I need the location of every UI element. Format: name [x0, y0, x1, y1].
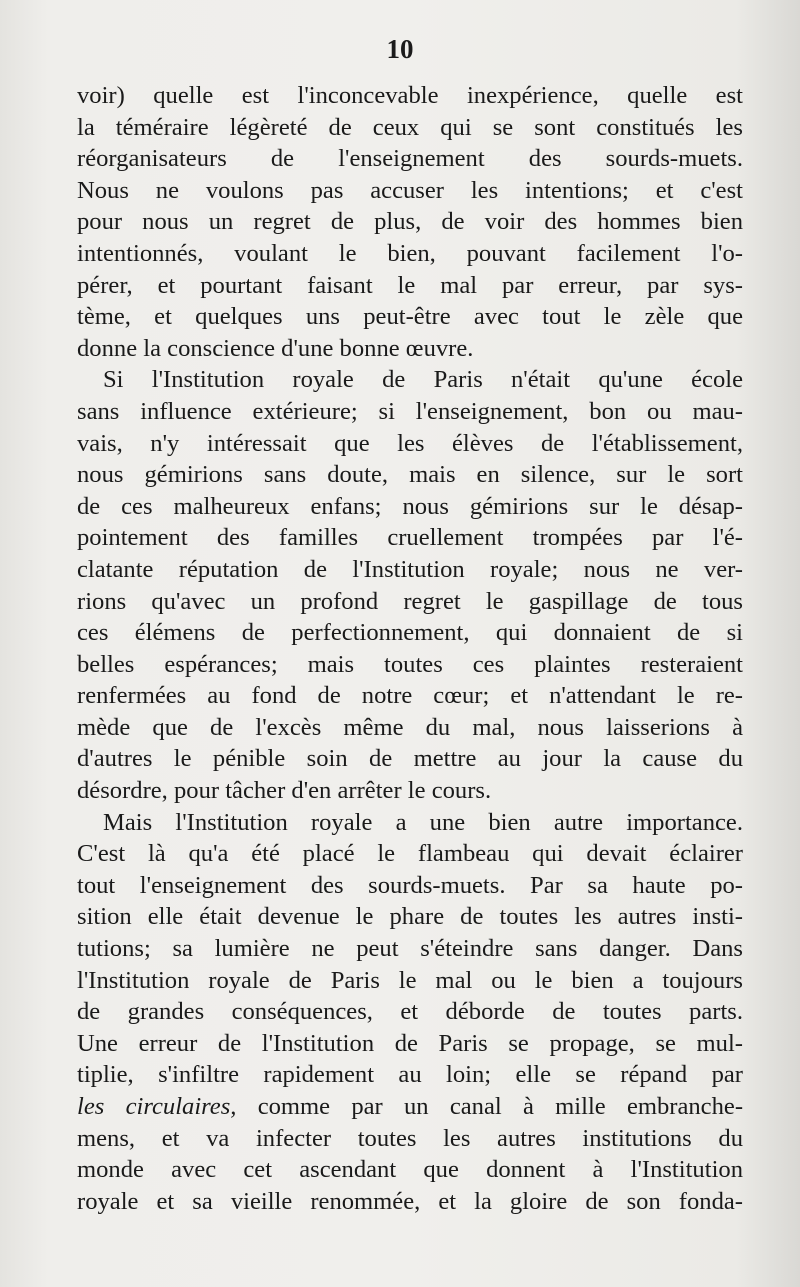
text-line: tout l'enseignement des sourds-muets. Par sa haute po- — [77, 871, 743, 899]
text-line: ces élémens de perfectionnement, qui donnaient de si — [77, 619, 743, 647]
text-line: pour nous un regret de plus, de voir des hommes bien — [77, 208, 743, 236]
text-line: sition elle était devenue le phare de toutes les autres insti- — [77, 903, 743, 931]
paragraph-first-line: Si l'Institution royale de Paris n'était qu'une école — [103, 366, 743, 394]
text-line: sans influence extérieure; si l'enseignement, bon ou mau- — [77, 397, 743, 425]
text-line: donne la conscience d'une bonne œuvre. — [77, 334, 474, 362]
text-line: mens, et va infecter toutes les autres institutions du — [77, 1124, 743, 1152]
text-line: tème, et quelques uns peut-être avec tout le zèle que — [77, 303, 743, 331]
paragraph-first-line: Mais l'Institution royale a une bien autre importance. — [103, 808, 743, 836]
text-line: vais, n'y intéressait que les élèves de l'établissement, — [77, 429, 743, 457]
text-line-rest: comme par un canal à mille embranche- — [236, 1093, 744, 1120]
text-line: rions qu'avec un profond regret le gaspillage de tous — [77, 587, 743, 615]
text-line — [77, 1091, 743, 1123]
text-line: l'Institution royale de Paris le mal ou le bien a toujours — [77, 966, 743, 994]
text-line: Une erreur de l'Institution de Paris se propage, se mul- — [77, 1029, 743, 1057]
text-line: la téméraire légèreté de ceux qui se sont constitués les — [77, 113, 743, 141]
text-line: C'est là qu'a été placé le flambeau qui devait éclairer — [77, 840, 743, 868]
text-line: Nous ne voulons pas accuser les intentions; et c'est — [77, 176, 743, 204]
text-line: renfermées au fond de notre cœur; et n'attendant le re- — [77, 682, 743, 710]
text-line: voir) quelle est l'inconcevable inexpérience, quelle est — [77, 82, 743, 109]
text-line: tiplie, s'infiltre rapidement au loin; elle se répand par — [77, 1061, 743, 1089]
text-line: intentionnés, voulant le bien, pouvant facilement l'o- — [77, 239, 743, 267]
page-number: 10 — [386, 34, 414, 64]
text-line: réorganisateurs de l'enseignement des sourds-muets. — [77, 145, 743, 173]
text-line: nous gémirions sans doute, mais en silence, sur le sort — [77, 461, 743, 489]
text-line: belles espérances; mais toutes ces plaintes resteraient — [77, 650, 743, 678]
italic-phrase: les circulaires, — [77, 1093, 237, 1120]
text-line: de grandes conséquences, et déborde de toutes parts. — [77, 998, 743, 1026]
text-line: désordre, pour tâcher d'en arrêter le cours. — [77, 777, 492, 805]
text-line: tutions; sa lumière ne peut s'éteindre sans danger. Dans — [77, 935, 743, 963]
text-line: d'autres le pénible soin de mettre au jour la cause du — [77, 745, 743, 773]
text-line: clatante réputation de l'Institution royale; nous ne ver- — [77, 555, 743, 583]
text-line: royale et sa vieille renommée, et la gloire de son fonda- — [77, 1187, 743, 1215]
text-line: pointement des familles cruellement trompées par l'é- — [77, 524, 743, 552]
body-text — [77, 80, 743, 1217]
text-line: pérer, et pourtant faisant le mal par erreur, par sys- — [77, 271, 743, 299]
text-line: de ces malheureux enfans; nous gémirions sur le désap- — [77, 492, 743, 520]
text-line: monde avec cet ascendant que donnent à l'Institution — [77, 1156, 743, 1184]
text-line: mède que de l'excès même du mal, nous laisserions à — [77, 713, 743, 741]
